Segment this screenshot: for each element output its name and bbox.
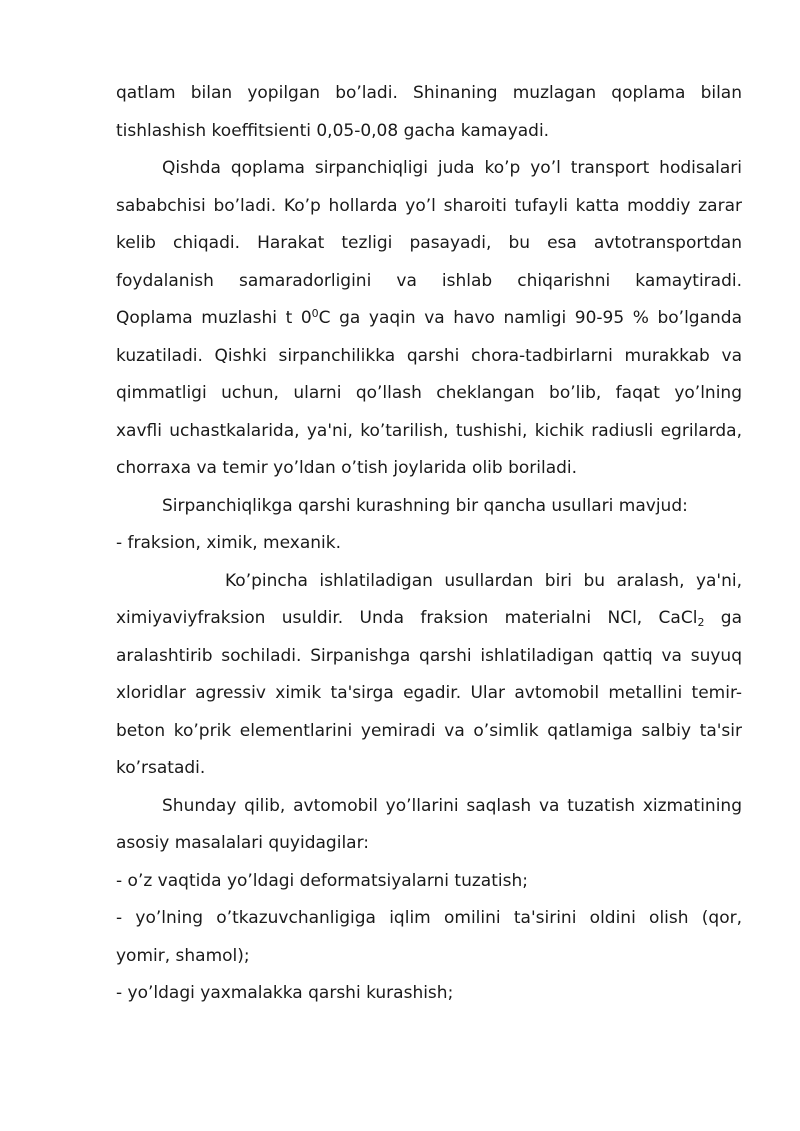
- text-line-23: - yo’lning o’tkazuvchanligiga iqlim omilini ta'sirini oldini olish (qor,: [116, 908, 742, 928]
- text-line-9: qimmatligi uchun, ularni qo’llash cheklangan bo’lib, faqat yo’lning: [116, 383, 742, 403]
- text-line-12: Sirpanchiqlikga qarshi kurashning bir qancha usullari mavjud:: [162, 495, 688, 516]
- text-line-5: kelib chiqadi. Harakat tezligi pasayadi, bu esa avtotransportdan: [116, 233, 742, 253]
- text-line-24: yomir, shamol);: [116, 945, 250, 966]
- text-line-15: ximiyaviyfraksion usuldir. Unda fraksion materialni NCl, CaCl$_2$ ga: [116, 608, 742, 629]
- text-line-8: kuzatiladi. Qishki sirpanchilikka qarshi chora-tadbirlarni murakkab va: [116, 345, 742, 366]
- text-line-25: - yo’ldagi yaxmalakka qarshi kurashish;: [116, 983, 454, 1003]
- text-line-10: xavfli uchastkalarida, ya'ni, ko’tarilish, tushishi, kichik radiusli egrilarda,: [116, 420, 742, 441]
- text-line-18: beton ko’prik elementlarini yemiradi va o’simlik qatlamiga salbiy ta'sir: [116, 720, 742, 741]
- subscript-two: 2: [697, 616, 705, 629]
- text-line-19: ko’rsatadi.: [116, 758, 206, 778]
- text-line-16: aralashtirib sochiladi. Sirpanishga qarshi ishlatiladigan qattiq va suyuq: [116, 645, 742, 666]
- text-line-20: Shunday qilib, avtomobil yo’llarini saqlash va tuzatish xizmatining: [162, 795, 742, 816]
- text-line-11: chorraxa va temir yo’ldan o’tish joylarida olib boriladi.: [116, 458, 578, 478]
- text-line-3: Qishda qoplama sirpanchiqligi juda ko’p yo’l transport hodisalari: [162, 158, 742, 178]
- text-line-21: asosiy masalalari quyidagilar:: [116, 833, 369, 853]
- superscript-degree: 0: [311, 307, 319, 320]
- text-line-2: tishlashish koeffitsienti 0,05-0,08 gacha kamayadi.: [116, 120, 550, 141]
- text-line-17: xloridlar agressiv ximik ta'sirga egadir. Ular avtomobil metallini temir-: [116, 683, 742, 703]
- text-line-1: qatlam bilan yopilgan bo’ladi. Shinaning muzlagan qoplama bilan: [116, 83, 742, 103]
- text-line-6: foydalanish samaradorligini va ishlab chiqarishni kamaytiradi.: [116, 270, 742, 291]
- text-line-13: - fraksion, ximik, mexanik.: [116, 533, 342, 553]
- text-line-14: Ko’pincha ishlatiladigan usullardan biri bu aralash, ya'ni,: [225, 570, 742, 591]
- document-page: [116, 75, 742, 1013]
- text-line-4: sababchisi bo’ladi. Ko’p hollarda yo’l sharoiti tufayli katta moddiy zarar: [116, 195, 742, 216]
- text-line-22: - o’z vaqtida yo’ldagi deformatsiyalarni tuzatish;: [116, 870, 528, 891]
- text-line-7: Qoplama muzlashi t $0^0C$ ga yaqin va havo namligi 90-95 % bo’lganda: [116, 307, 743, 328]
